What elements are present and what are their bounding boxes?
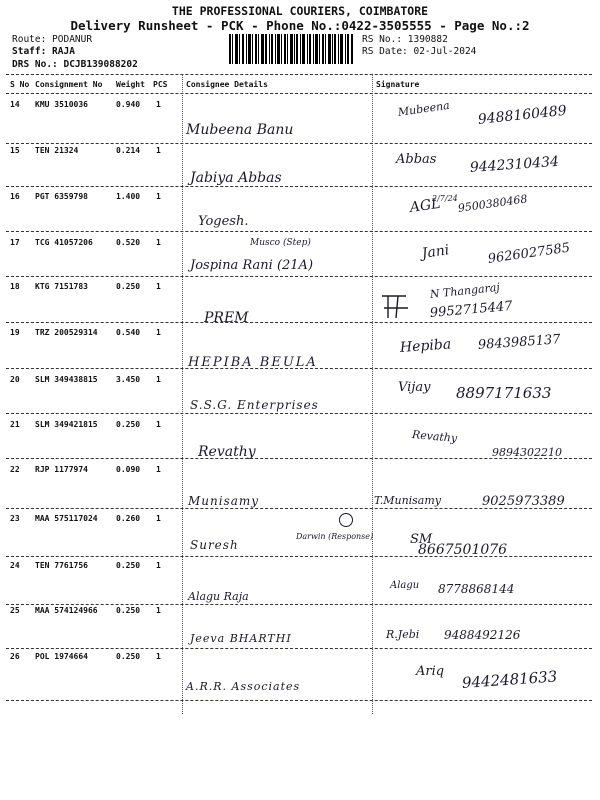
company-title: THE PROFESSIONAL COURIERS, COIMBATORE: [171, 4, 429, 18]
row-divider: [6, 276, 592, 277]
weight-cell: 3.450: [116, 375, 141, 384]
weight-cell: 0.250: [116, 606, 141, 615]
weight-cell: 0.250: [116, 420, 141, 429]
phone-handwriting: 8897171633: [456, 384, 552, 402]
consignment-cell: TEN 21324: [35, 146, 79, 155]
pcs-cell: 1: [156, 100, 161, 109]
phone-handwriting: 9488160489: [477, 102, 568, 128]
phone-handwriting: 9442310434: [469, 153, 560, 176]
signature-handwriting: Mubeena: [397, 98, 451, 119]
phone-handwriting: 9500380468: [457, 192, 529, 215]
address-note-handwriting: Musco (Step): [250, 238, 311, 248]
weight-cell: 0.250: [116, 282, 141, 291]
sno-cell: 17: [10, 238, 20, 247]
weight-cell: 0.520: [116, 238, 141, 247]
signature-scribble-icon: [378, 292, 412, 322]
consignment-cell: TRZ 200529314: [35, 328, 98, 337]
sno-cell: 24: [10, 561, 20, 570]
rs-date: RS Date: 02-Jul-2024: [362, 46, 477, 57]
consignment-cell: MAA 574124966: [35, 606, 98, 615]
consignee-handwriting: Mubeena Banu: [186, 122, 294, 138]
pcs-cell: 1: [156, 561, 161, 570]
phone-handwriting: 9488492126: [444, 628, 521, 642]
address-note-handwriting: Darwin (Response): [296, 532, 374, 541]
weight-cell: 0.250: [116, 652, 141, 661]
phone-handwriting: 8778868144: [438, 582, 515, 596]
weight-cell: 0.540: [116, 328, 141, 337]
header-rule-top: [6, 74, 592, 75]
consignee-handwriting: A.R.R. Associates: [186, 680, 301, 693]
sno-cell: 25: [10, 606, 20, 615]
sno-cell: 26: [10, 652, 20, 661]
phone-handwriting: 9843985137: [477, 332, 562, 353]
pcs-cell: 1: [156, 606, 161, 615]
row-divider: [6, 648, 592, 649]
weight-cell: 0.940: [116, 100, 141, 109]
sno-cell: 15: [10, 146, 20, 155]
column-header-weight: Weight: [116, 80, 145, 89]
row-divider: [6, 508, 592, 509]
weight-cell: 1.400: [116, 192, 141, 201]
signature-handwriting: AGL: [408, 195, 442, 216]
consignment-cell: TEN 7761756: [35, 561, 88, 570]
sno-cell: 18: [10, 282, 20, 291]
signature-handwriting: Jani: [420, 242, 451, 262]
signature-handwriting: N Thangaraj: [429, 280, 501, 301]
signature-handwriting: R.Jebi: [386, 628, 420, 641]
sno-cell: 21: [10, 420, 20, 429]
consignment-cell: TCG 41057206: [35, 238, 93, 247]
row-divider: [6, 700, 592, 701]
column-divider: [372, 74, 373, 714]
consignment-cell: MAA 575117024: [35, 514, 98, 523]
consignee-handwriting: PREM: [204, 310, 249, 326]
row-divider: [6, 458, 592, 459]
column-header-consignee: Consignee Details: [186, 80, 268, 89]
row-divider: [6, 143, 592, 144]
column-header-sno: S No: [10, 80, 30, 89]
pcs-cell: 1: [156, 192, 161, 201]
column-header-consignment: Consignment No: [35, 80, 103, 89]
phone-handwriting: 9952715447: [429, 298, 514, 321]
signature-handwriting: Ariq: [416, 664, 445, 679]
pcs-cell: 1: [156, 282, 161, 291]
column-header-signature: Signature: [376, 80, 420, 89]
row-divider: [6, 322, 592, 323]
signature-handwriting: Hepiba: [399, 336, 452, 356]
signature-handwriting: Vijay: [398, 380, 431, 395]
signature-handwriting: Abbas: [396, 152, 437, 167]
row-divider: [6, 231, 592, 232]
consignment-cell: POL 1974664: [35, 652, 88, 661]
consignee-handwriting: Alagu Raja: [188, 590, 249, 603]
consignee-handwriting: HEPIBA BEULA: [188, 355, 318, 370]
sno-cell: 20: [10, 375, 20, 384]
weight-cell: 0.214: [116, 146, 141, 155]
staff-label: Staff: RAJA: [12, 46, 75, 57]
row-divider: [6, 368, 592, 369]
consignment-cell: RJP 1177974: [35, 465, 88, 474]
pcs-cell: 1: [156, 420, 161, 429]
consignee-handwriting: Suresh: [190, 538, 239, 552]
route-label: Route: PODANUR: [12, 34, 93, 45]
pcs-cell: 1: [156, 328, 161, 337]
signature-handwriting: T.Munisamy: [374, 494, 442, 507]
drs-number: DRS No.: DCJB139088202: [12, 59, 138, 70]
phone-handwriting: 9025973389: [482, 494, 565, 509]
weight-cell: 0.260: [116, 514, 141, 523]
runsheet-subtitle: Delivery Runsheet - PCK - Phone No.:0422-3505555 - Page No.:2: [70, 18, 530, 33]
pcs-cell: 1: [156, 652, 161, 661]
pcs-cell: 1: [156, 238, 161, 247]
consignee-handwriting: Jeeva BHARTHI: [190, 632, 292, 645]
consignee-handwriting: S.S.G. Enterprises: [190, 398, 319, 412]
phone-handwriting: 9894302210: [492, 446, 562, 459]
pcs-cell: 1: [156, 514, 161, 523]
circled-number-stamp: [338, 512, 354, 528]
consignee-handwriting: Munisamy: [188, 494, 260, 508]
weight-cell: 0.090: [116, 465, 141, 474]
signature-handwriting: SM: [410, 532, 433, 547]
rs-number: RS No.: 1390882: [362, 34, 448, 45]
header-rule-bottom: [6, 93, 592, 94]
sno-cell: 14: [10, 100, 20, 109]
phone-handwriting: 9626027585: [486, 240, 571, 267]
row-divider: [6, 556, 592, 557]
consignment-cell: SLM 349438815: [35, 375, 98, 384]
consignment-cell: KMU 3510036: [35, 100, 88, 109]
phone-handwriting: 9442481633: [461, 667, 558, 692]
weight-cell: 0.250: [116, 561, 141, 570]
sno-cell: 16: [10, 192, 20, 201]
sno-cell: 22: [10, 465, 20, 474]
row-divider: [6, 186, 592, 187]
consignment-cell: PGT 6359798: [35, 192, 88, 201]
signature-handwriting: Alagu: [390, 580, 420, 591]
signature-handwriting: Revathy: [411, 428, 458, 445]
pcs-cell: 1: [156, 465, 161, 474]
consignee-handwriting: Jospina Rani (21A): [190, 258, 314, 273]
consignee-handwriting: Revathy: [198, 444, 256, 460]
date-note-handwriting: 2/7/24: [432, 194, 458, 203]
pcs-cell: 1: [156, 375, 161, 384]
pcs-cell: 1: [156, 146, 161, 155]
consignee-handwriting: Yogesh.: [198, 214, 249, 229]
column-divider: [182, 74, 183, 714]
sno-cell: 19: [10, 328, 20, 337]
phone-handwriting: 8667501076: [418, 542, 508, 558]
sno-cell: 23: [10, 514, 20, 523]
barcode-image: [229, 34, 353, 64]
consignment-cell: SLM 349421815: [35, 420, 98, 429]
consignee-handwriting: Jabiya Abbas: [190, 170, 282, 186]
row-divider: [6, 413, 592, 414]
row-divider: [6, 604, 592, 605]
consignment-cell: KTG 7151783: [35, 282, 88, 291]
column-header-pcs: PCS: [153, 80, 168, 89]
